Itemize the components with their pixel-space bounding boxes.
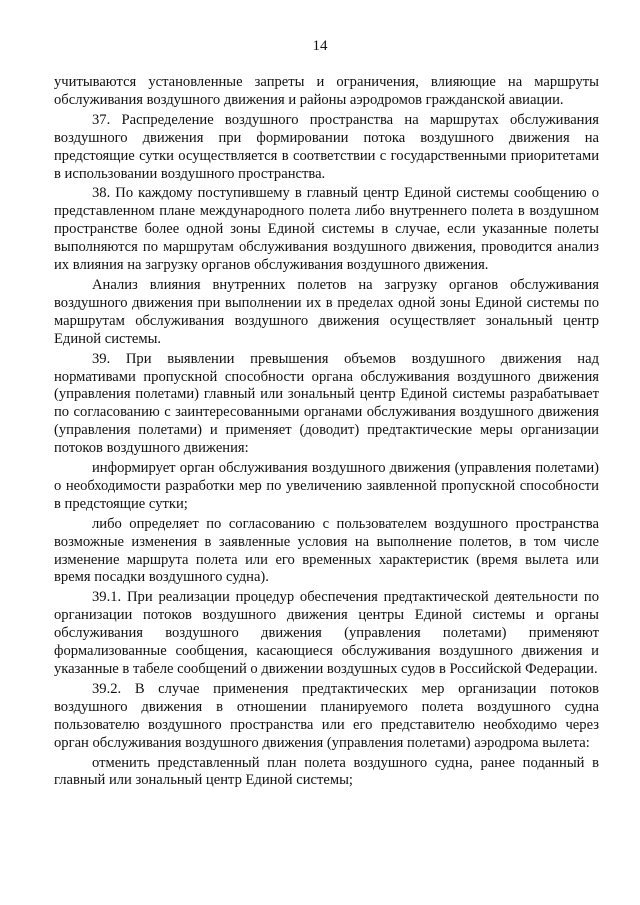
page-number: 14 <box>312 38 328 54</box>
paragraph-39-item-2: либо определяет по согласованию с пользователем воздушного пространства возможные изменения в заявленные условия на выполнение полетов, в том числе изменение маршрута полета или его временных характеристик (время вылета или время посадки воздушного судна). <box>54 515 599 586</box>
paragraph-39: 39. При выявлении превышения объемов воздушного движения над нормативами пропускной способности органа обслуживания воздушного движения (управления полетами) главный или зональный центр Единой системы разрабатывает по согласованию с заинтересованными органами обслуживания воздушного движения (управления полетами) и применяет (доводит) предтактические меры организации потоков воздушного движения: <box>54 350 599 457</box>
body-text <box>54 74 599 792</box>
paragraph-39-2-item-1: отменить представленный план полета воздушного судна, ранее поданный в главный или зональный центр Единой системы; <box>54 754 599 789</box>
paragraph-analysis: Анализ влияния внутренних полетов на загрузку органов обслуживания воздушного движения при выполнении их в пределах одной зоны Единой системы по маршрутам обслуживания воздушного движения осуществляет зональный центр Единой системы. <box>54 276 599 347</box>
paragraph-39-2: 39.2. В случае применения предтактических мер организации потоков воздушного движения в отношении планируемого полета воздушного судна пользователю воздушного пространства или его представителю необходимо через орган обслуживания воздушного движения (управления полетами) аэродрома вылета: <box>54 680 599 751</box>
paragraph-37: 37. Распределение воздушного пространства на маршрутах обслуживания воздушного движения при формировании потока воздушного движения на предстоящие сутки осуществляется в соответствии с государственными приоритетами в использовании воздушного пространства. <box>54 111 599 182</box>
paragraph-39-1: 39.1. При реализации процедур обеспечения предтактической деятельности по организации потоков воздушного движения центры Единой системы и органы обслуживания воздушного движения (управления полетами) применяют формализованные сообщения, касающиеся обслуживания воздушного движения и указанные в табеле сообщений о движении воздушных судов в Российской Федерации. <box>54 589 599 677</box>
paragraph-continuation: учитываются установленные запреты и ограничения, влияющие на маршруты обслуживания воздушного движения и районы аэродромов гражданской авиации. <box>54 74 599 108</box>
paragraph-39-item-1: информирует орган обслуживания воздушного движения (управления полетами) о необходимости разработки мер по увеличению заявленной пропускной способности в предстоящие сутки; <box>54 460 599 512</box>
paragraph-38: 38. По каждому поступившему в главный центр Единой системы сообщению о представленном плане международного полета либо внутреннего полета в воздушном пространстве более одной зоны Единой системы в случае, если указанные полеты выполняются по маршрутам обслуживания воздушного движения, проводится анализ их влияния на загрузку органов обслуживания воздушного движения. <box>54 185 599 274</box>
